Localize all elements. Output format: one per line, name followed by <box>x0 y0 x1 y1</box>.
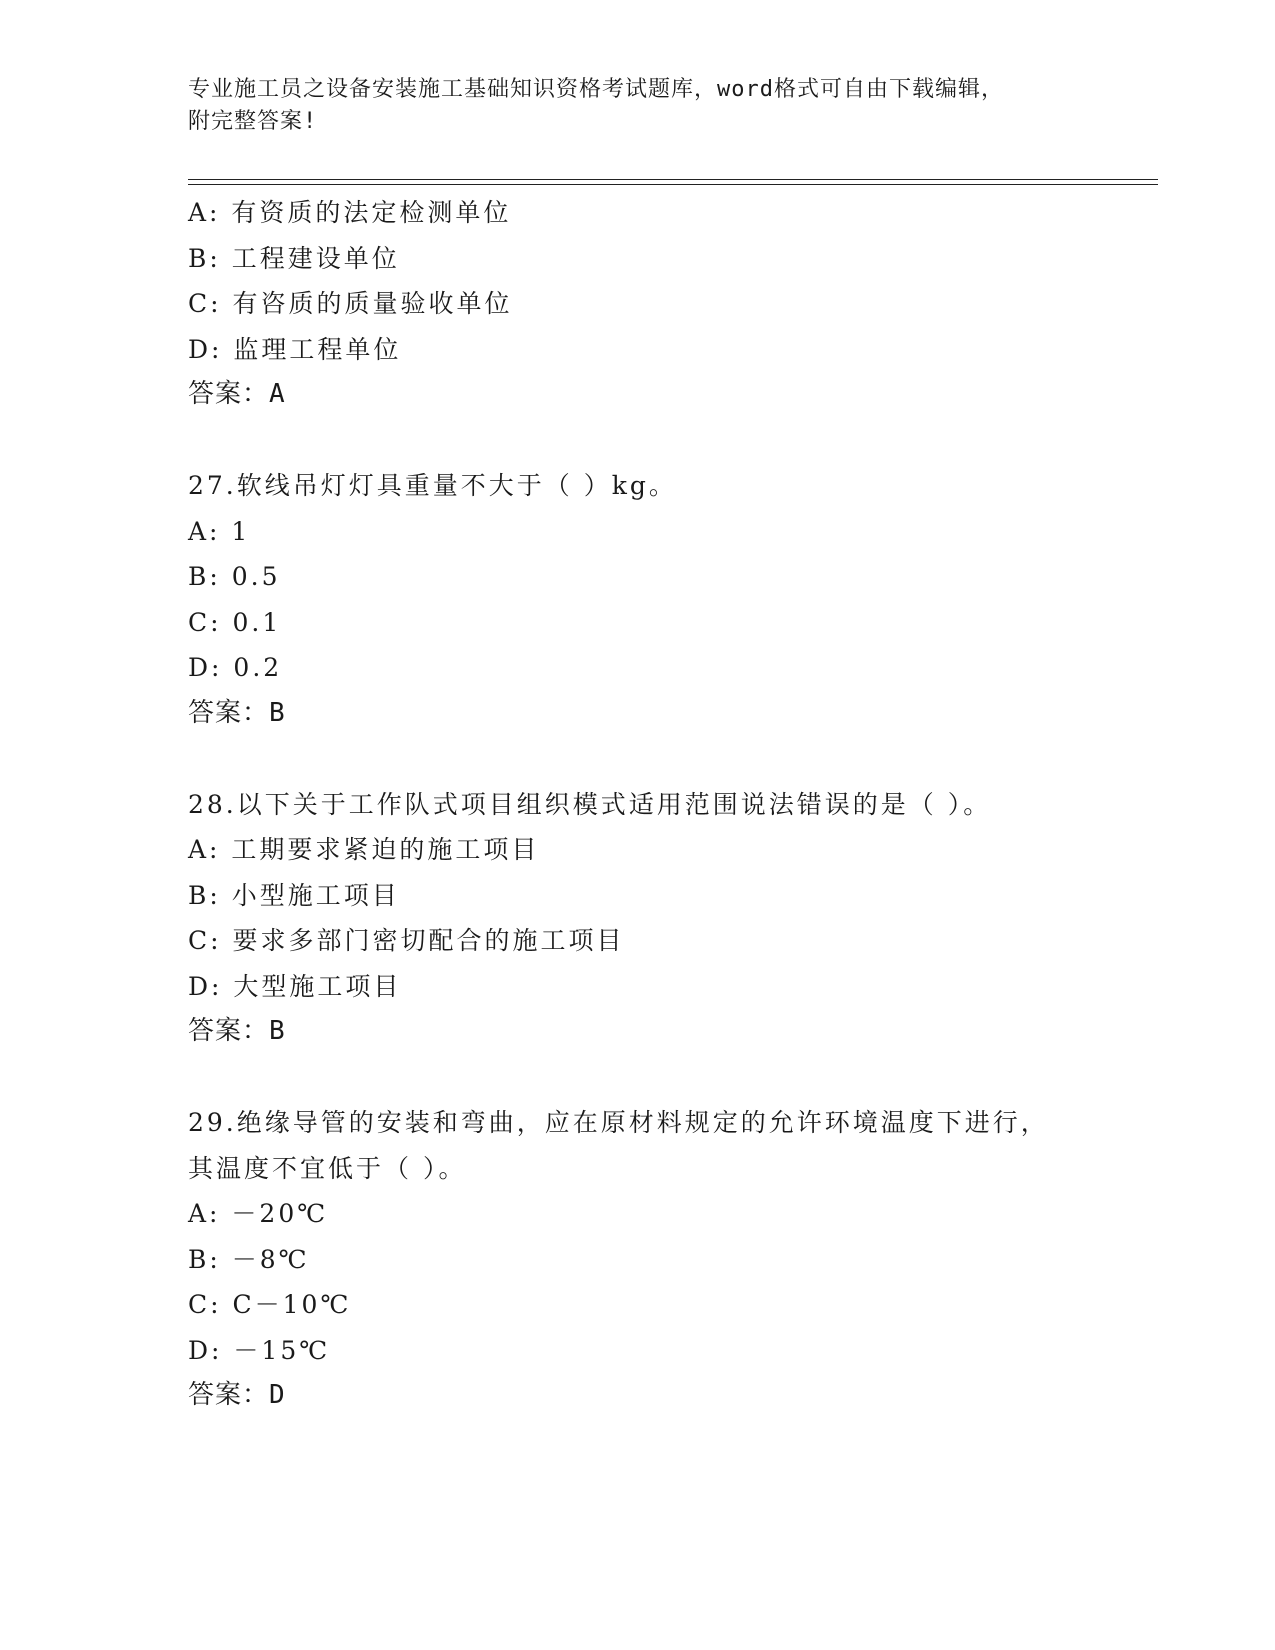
question-text-line-1: 29.绝缘导管的安装和弯曲，应在原材料规定的允许环境温度下进行， <box>188 1108 1049 1137</box>
option-b: B: 0.5 <box>188 562 281 591</box>
option-c: C: 有咨质的质量验收单位 <box>188 289 513 318</box>
option-c: C: 0.1 <box>188 607 282 637</box>
spacer <box>188 1055 1168 1101</box>
answer: 答案：D <box>188 1380 286 1410</box>
question-text-line-2: 其温度不宜低于（ ）。 <box>188 1153 467 1183</box>
option-d: D: －15℃ <box>188 1335 331 1365</box>
document-header <box>188 74 1088 138</box>
option-c: C: 要求多部门密切配合的施工项目 <box>188 926 625 955</box>
option-c: C: C－10℃ <box>188 1290 352 1319</box>
header-line-1: 专业施工员之设备安装施工基础知识资格考试题库，word格式可自由下载编辑， <box>188 77 1004 102</box>
option-b: B: 小型施工项目 <box>188 880 400 910</box>
question-text: 28.以下关于工作队式项目组织模式适用范围说法错误的是（ ）。 <box>188 789 992 819</box>
question-26-block <box>188 190 1168 418</box>
answer: 答案：A <box>188 379 286 409</box>
question-text: 27.软线吊灯灯具重量不大于（ ）kg。 <box>188 471 677 500</box>
question-28-block <box>188 782 1168 1055</box>
question-list <box>188 190 1168 1419</box>
header-divider-bottom <box>188 184 1158 185</box>
spacer <box>188 736 1168 782</box>
option-a: A: 1 <box>188 516 251 546</box>
answer: 答案：B <box>188 697 286 728</box>
option-b: B: －8℃ <box>188 1244 310 1274</box>
header-line-2: 附完整答案! <box>188 109 318 134</box>
option-d: D: 监理工程单位 <box>188 334 402 364</box>
option-a: A: －20℃ <box>188 1199 329 1228</box>
option-b: B: 工程建设单位 <box>188 243 400 273</box>
option-a: A: 有资质的法定检测单位 <box>188 198 512 227</box>
spacer <box>188 418 1168 464</box>
question-27-block <box>188 463 1168 736</box>
option-a: A: 工期要求紧迫的施工项目 <box>188 835 540 864</box>
option-d: D: 大型施工项目 <box>188 971 402 1001</box>
option-d: D: 0.2 <box>188 653 283 682</box>
question-29-block <box>188 1100 1168 1419</box>
answer: 答案：B <box>188 1016 286 1046</box>
header-divider-top <box>188 179 1158 180</box>
